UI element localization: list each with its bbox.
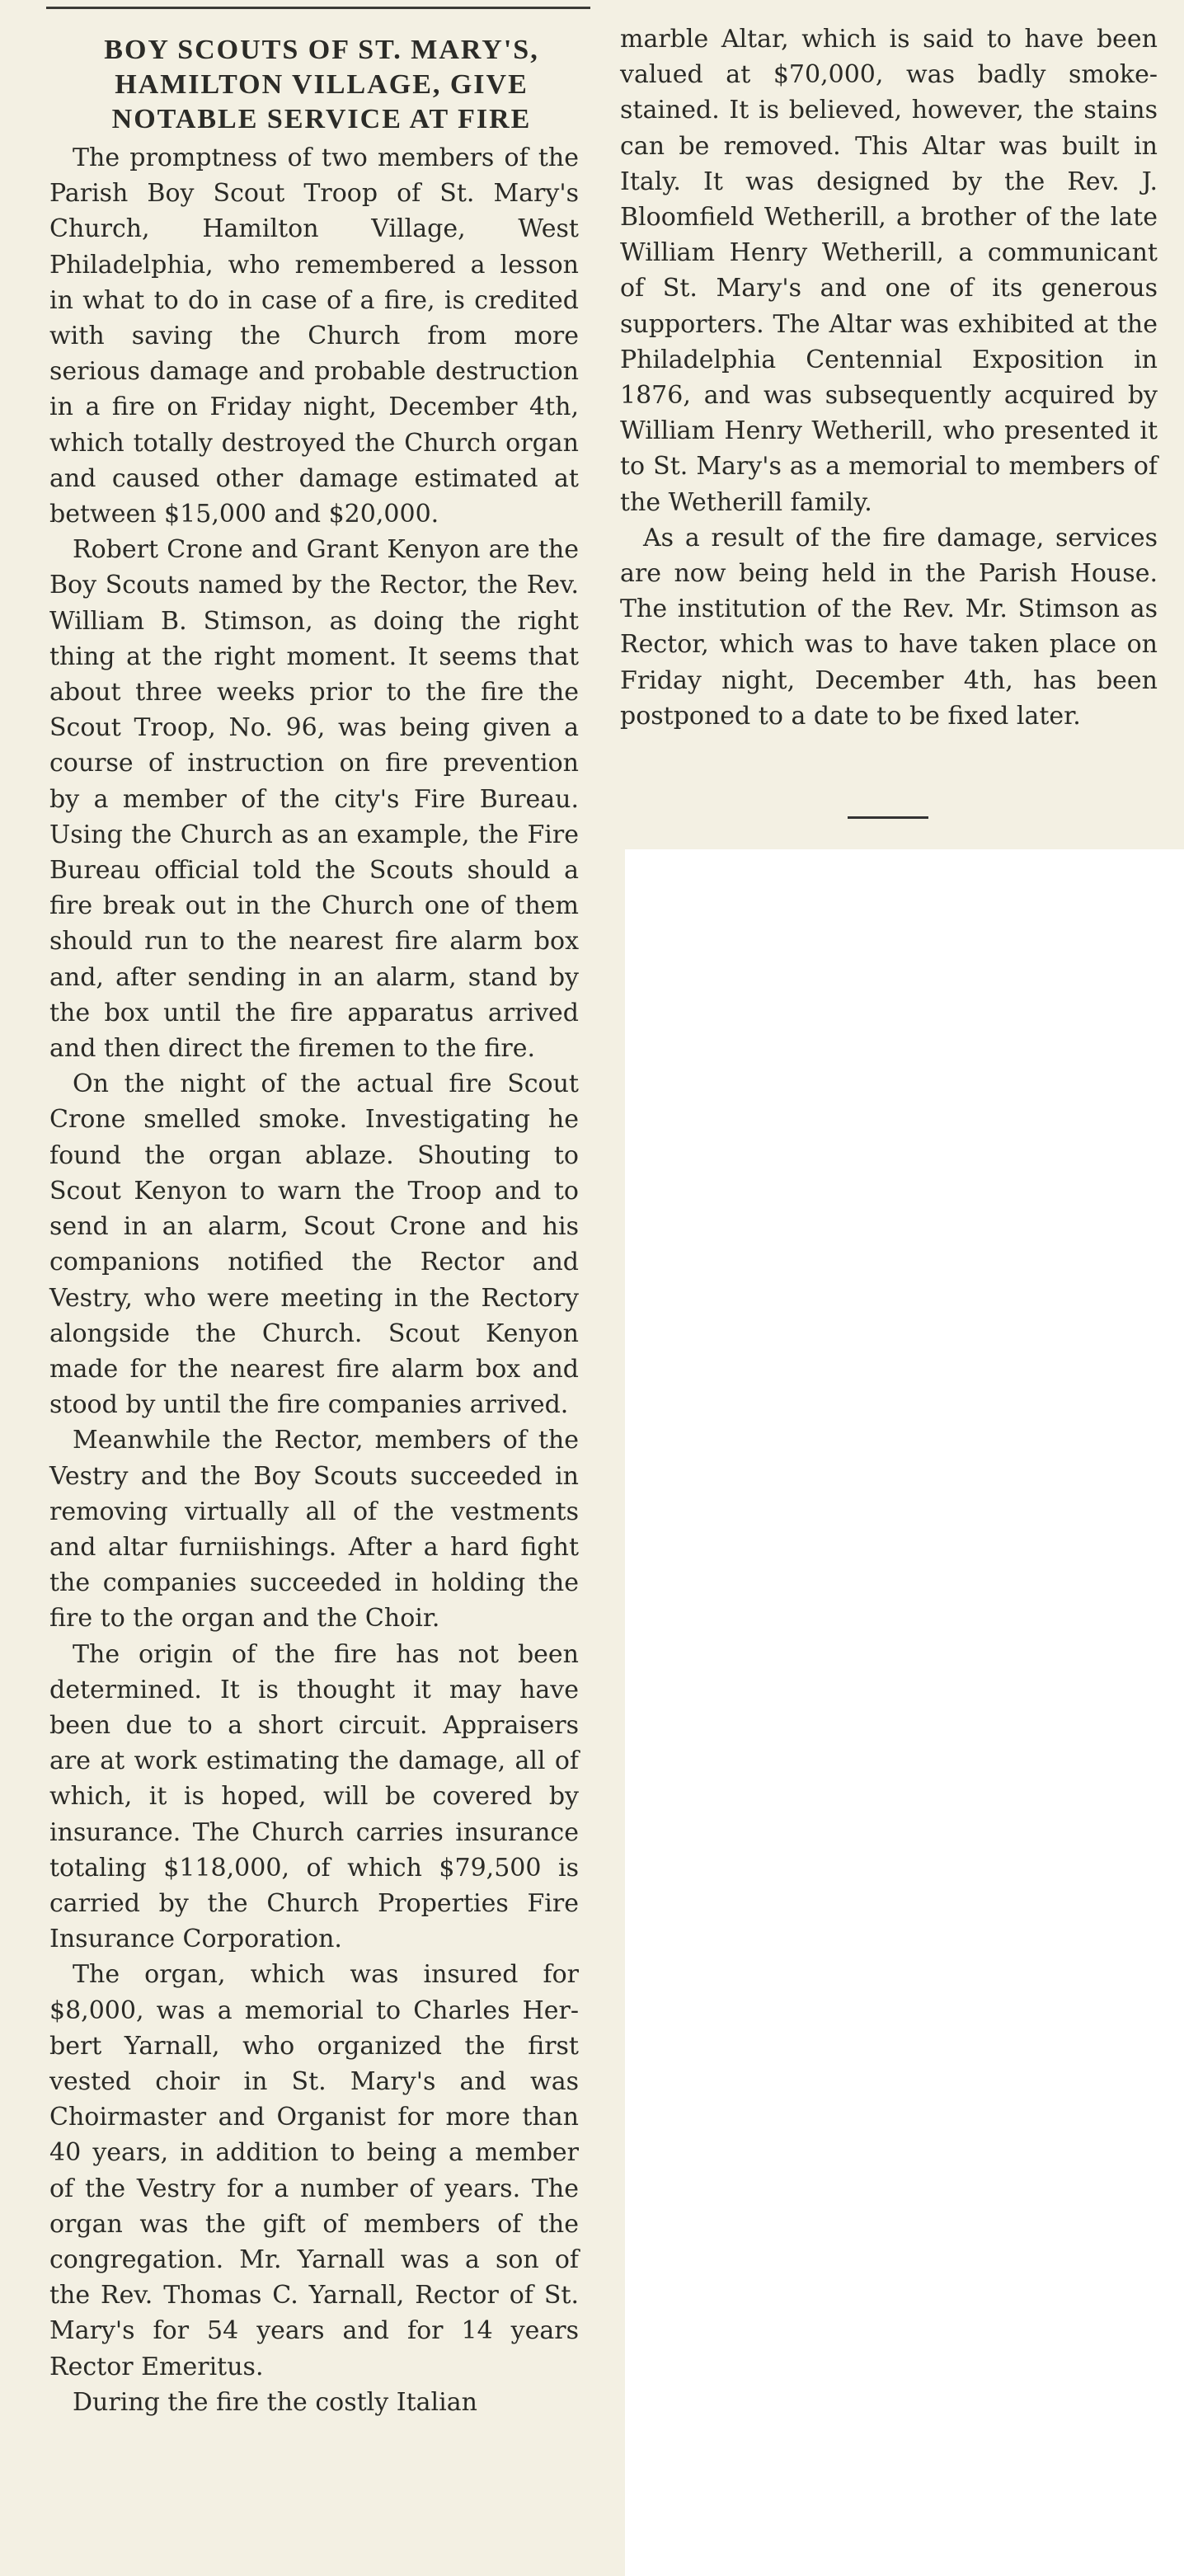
paragraph-organ-memorial: The organ, which was insured for $8,000, was a memorial to Charles Herbert Yarnall, who organized the first vested choir in St. Mary's and was Choirmaster and Organist for more than 40 years, in addition to being a member of the Vestry for a number of years. The organ was the gift of members of the congregation. Mr. Yarnall was a son of the Rev. Thomas C. Yarnall, Rector of St. Mary's for 54 years and for 14 years Rector Emeritus. <box>49 1960 579 2381</box>
end-of-article-rule <box>848 816 928 819</box>
right-column <box>620 21 1158 734</box>
paragraph-intro: The promptness of two members of the Parish Boy Scout Troop of St. Mary's Church, Hamilton Village, West Philadelphia, who remembered a lesson in what to do in case of a fire, is credited with saving the Church from more serious damage and probable destruction in a fire on Friday night, December 4th, which totally destroyed the Church organ and caused other damage estimated at between $15,000 and $20,000. <box>49 143 579 529</box>
article-headline: BOY SCOUTS OF ST. MARY'S, HAMILTON VILLAGE, GIVE NOTABLE SERVICE AT FIRE <box>104 35 539 134</box>
paragraph-altar-continued: marble Altar, which is said to have been valued at $70,000, was badly smoke-stained. It is believed, however, the stains can be removed. This Altar was built in Italy. It was designed by the Rev. J. Bloomfield Wetherill, a brother of the late William Henry Wetherill, a communicant of St. Mary's and one of its generous supporters. The Altar was exhibited at the Philadelphia Centennial Exposition in 1876, and was subsequently acquired by William Henry Wetherill, who presented it to St. Mary's as a memorial to members of the Wetherill family. <box>620 25 1158 517</box>
paragraph-scouts-named: Robert Crone and Grant Kenyon are the Boy Scouts named by the Rector, the Rev. William B. Stimson, as doing the right thing at the right moment. It seems that about three weeks prior to the fire the Scout Troop, No. 96, was being given a course of instruction on fire prevention by a member of the city's Fire Bureau. Using the Church as an example, the Fire Bureau official told the Scouts should a fire break out in the Church one of them should run to the nearest fire alarm box and, after sending in an alarm, stand by the box until the fire apparatus arrived and then direct the firemen to the fire. <box>49 535 579 1064</box>
left-column <box>49 140 579 2420</box>
paragraph-night-of-fire: On the night of the actual fire Scout Crone smelled smoke. Investigating he found the organ ablaze. Shouting to Scout Kenyon to warn the Troop and to send in an alarm, Scout Crone and his companions notified the Rector and Vestry, who were meeting in the Rectory alongside the Church. Scout Kenyon made for the nearest fire alarm box and stood by until the fire companies arrived. <box>49 1069 579 1420</box>
top-rule <box>46 7 590 9</box>
paragraph-altar-start: During the fire the costly Italian <box>73 2387 477 2417</box>
paragraph-removing-vestments: Meanwhile the Rector, members of the Vestry and the Boy Scouts succeeded in removing virtually all of the vestments and altar furniishings. After a hard fight the companies succeeded in holding the fire to the organ and the Choir. <box>49 1426 579 1634</box>
paragraph-origin-insurance: The origin of the fire has not been determined. It is thought it may have been due to a short circuit. Appraisers are at work estimating the damage, all of which, it is hoped, will be covered by insurance. The Church carries insurance totaling $118,000, of which $79,500 is carried by the Church Properties Fire Insurance Corporation. <box>49 1639 579 1954</box>
paragraph-services-postponed: As a result of the fire damage, services are now being held in the Parish House. The institution of the Rev. Mr. Stimson as Rector, which was to have taken place on Friday night, December 4th, has been postponed to a date to be fixed later. <box>620 523 1158 731</box>
